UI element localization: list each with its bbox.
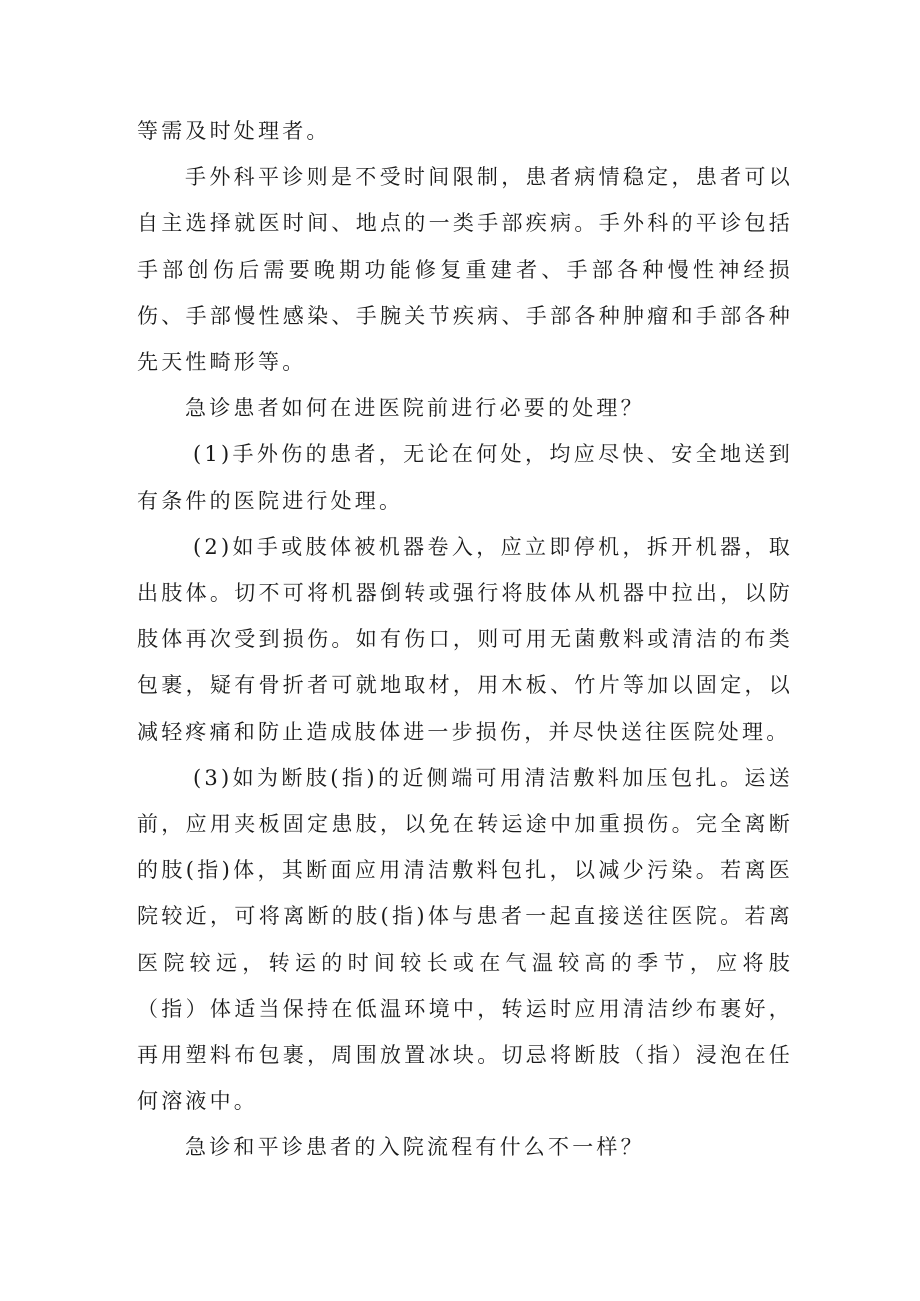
list-item-3: (3)如为断肢(指)的近侧端可用清洁敷料加压包扎。运送前，应用夹板固定患肢，以免在转运途中加重损伤。完全离断的肢(指)体，其断面应用清洁敷料包扎，以减少污染。若离医院较近，可将离断的肢(指)体与患者一起直接送往医院。若离医院较远，转运的时间较长或在气温较高的季节，应将肢（指）体适当保持在低温环境中，转运时应用清洁纱布裹好，再用塑料布包裹，周围放置冰块。切忌将断肢（指）浸泡在任何溶液中。	[137, 765, 793, 1114]
list-item-1: (1)手外伤的患者，无论在何处，均应尽快、安全地送到有条件的医院进行处理。	[137, 442, 793, 513]
paragraph-elective-definition: 手外科平诊则是不受时间限制，患者病情稳定，患者可以自主选择就医时间、地点的一类手部疾病。手外科的平诊包括手部创伤后需要晚期功能修复重建者、手部各种慢性神经损伤、手部慢性感染、手腕关节疾病、手部各种肿瘤和手部各种先天性畸形等。	[137, 165, 793, 375]
document-body	[137, 108, 793, 1171]
question-heading-admission: 急诊和平诊患者的入院流程有什么不一样？	[185, 1135, 645, 1160]
list-item-2: (2)如手或肢体被机器卷入，应立即停机，拆开机器，取出肢体。切不可将机器倒转或强行将肢体从机器中拉出，以防肢体再次受到损伤。如有伤口，则可用无菌敷料或清洁的布类包裹，疑有骨折者可就地取材，用木板、竹片等加以固定，以减轻疼痛和防止造成肢体进一步损伤，并尽快送往医院处理。	[137, 534, 793, 744]
question-heading-pre-hospital: 急诊患者如何在进医院前进行必要的处理？	[185, 396, 645, 421]
paragraph-continuation: 等需及时处理者。	[137, 119, 331, 143]
